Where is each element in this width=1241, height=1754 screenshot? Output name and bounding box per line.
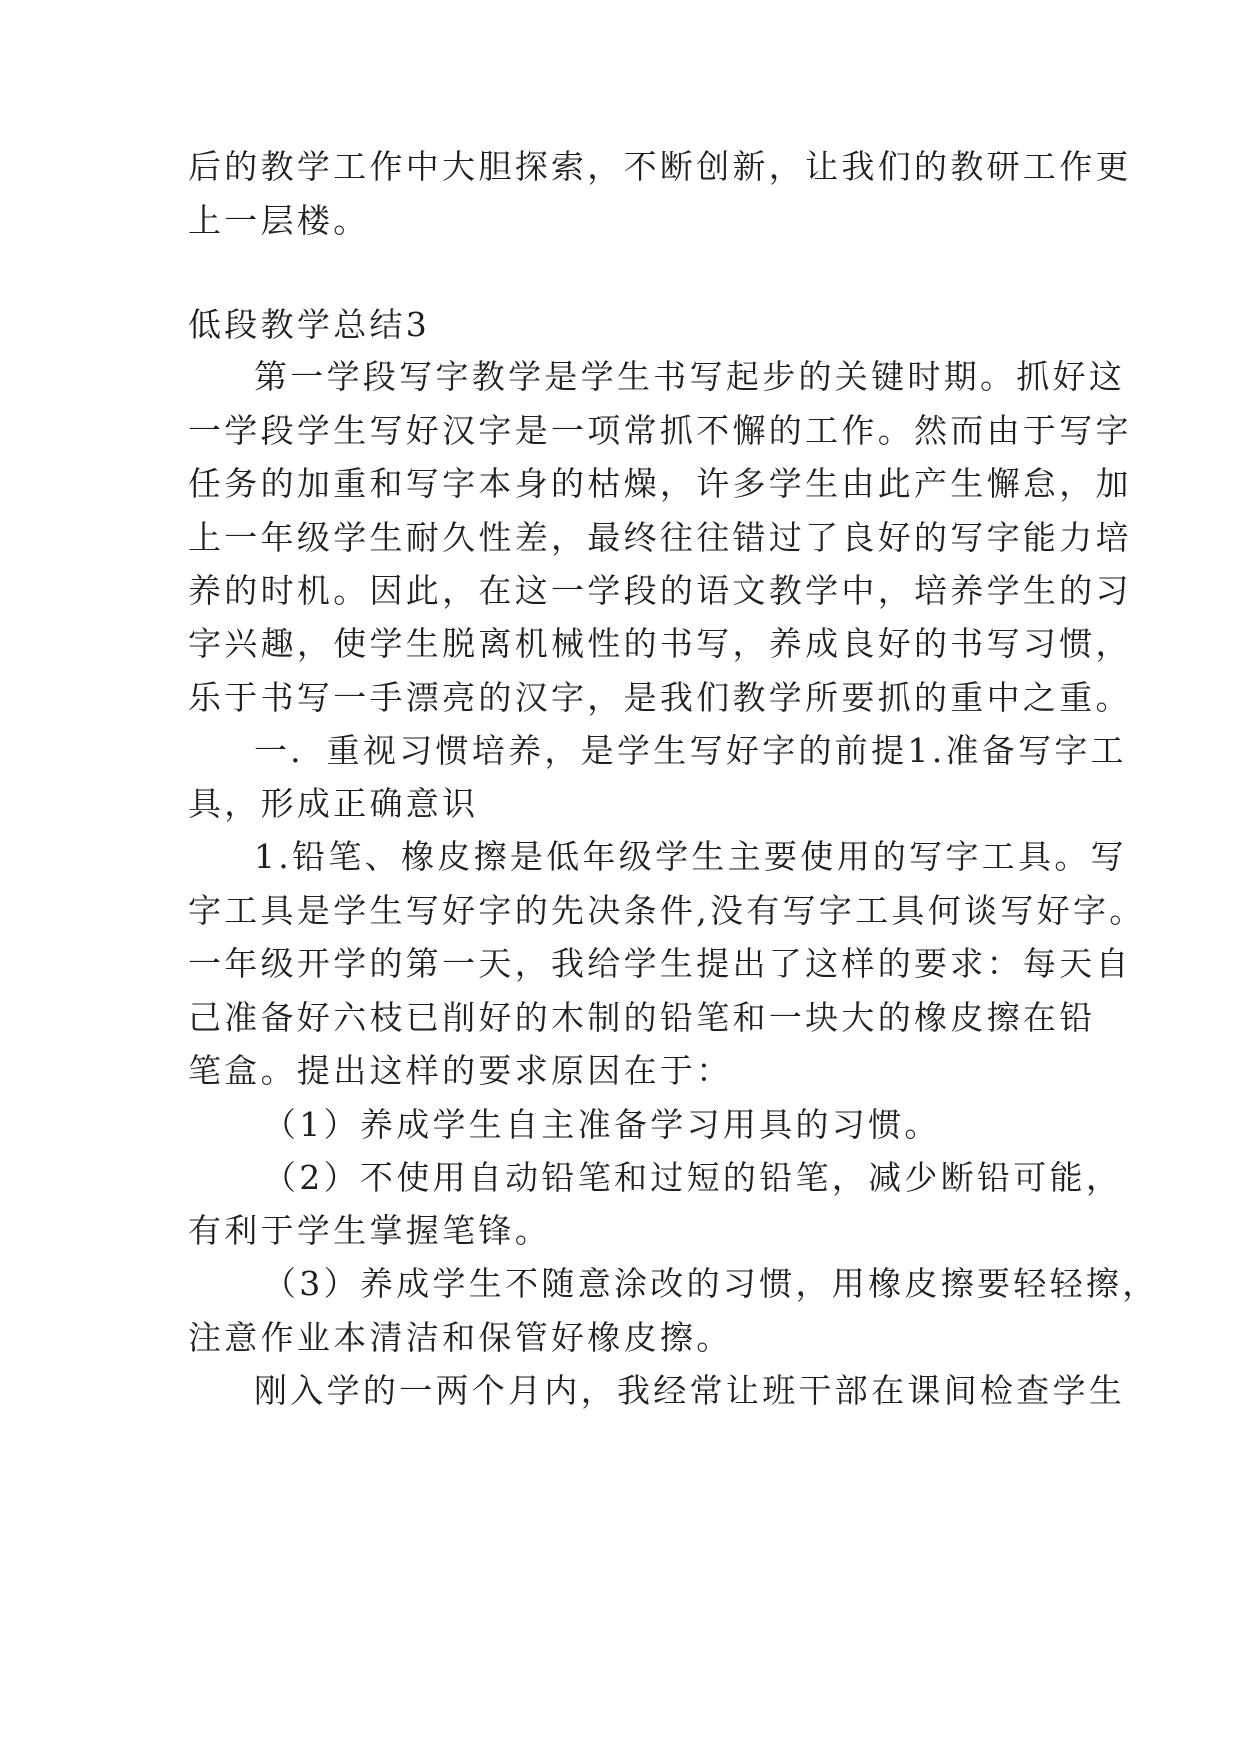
text-line: 字兴趣，使学生脱离机械性的书写，养成良好的书写习惯， (188, 624, 1132, 663)
text-line: 上一层楼。 (188, 201, 370, 240)
text-line: 1.铅笔、橡皮擦是低年级学生主要使用的写字工具。写 (254, 837, 1127, 876)
text-line: 上一年级学生耐久性差，最终往往错过了良好的写字能力培 (188, 518, 1132, 557)
text-line: 养的时机。因此，在这一学段的语文教学中，培养学生的习 (188, 571, 1132, 610)
text-line: 笔盒。提出这样的要求原因在于： (188, 1051, 733, 1090)
text-line: 任务的加重和写字本身的枯燥，许多学生由此产生懈怠，加 (188, 464, 1132, 503)
text-line: 字工具是学生写好字的先决条件,没有写字工具何谈写好字。 (188, 891, 1146, 930)
list-item: 注意作业本清洁和保管好橡皮擦。 (188, 1318, 733, 1357)
list-item: （3）养成学生不随意涂改的习惯，用橡皮擦要轻轻擦， (263, 1264, 1159, 1303)
list-item: 有利于学生掌握笔锋。 (188, 1211, 551, 1250)
list-item: （2）不使用自动铅笔和过短的铅笔，减少断铅可能， (263, 1158, 1123, 1197)
text-line: 一学段学生写好汉字是一项常抓不懈的工作。然而由于写字 (188, 411, 1132, 450)
list-item: （1）养成学生自主准备学习用具的习惯。 (263, 1105, 941, 1144)
text-line: 乐于书写一手漂亮的汉字，是我们教学所要抓的重中之重。 (188, 678, 1132, 717)
heading-line: 具，形成正确意识 (188, 784, 479, 823)
text-line: 刚入学的一两个月内，我经常让班干部在课间检查学生 (254, 1371, 1126, 1410)
section-title: 低段教学总结3 (188, 305, 431, 344)
text-line: 己准备好六枝已削好的木制的铅笔和一块大的橡皮擦在铅 (188, 998, 1096, 1037)
text-line: 后的教学工作中大胆探索，不断创新，让我们的教研工作更 (188, 147, 1132, 186)
text-line: 一年级开学的第一天，我给学生提出了这样的要求：每天自 (188, 944, 1132, 983)
heading-line: 一．重视习惯培养，是学生写好字的前提1.准备写字工 (254, 731, 1127, 770)
text-line: 第一学段写字教学是学生书写起步的关键时期。抓好这 (254, 357, 1126, 396)
